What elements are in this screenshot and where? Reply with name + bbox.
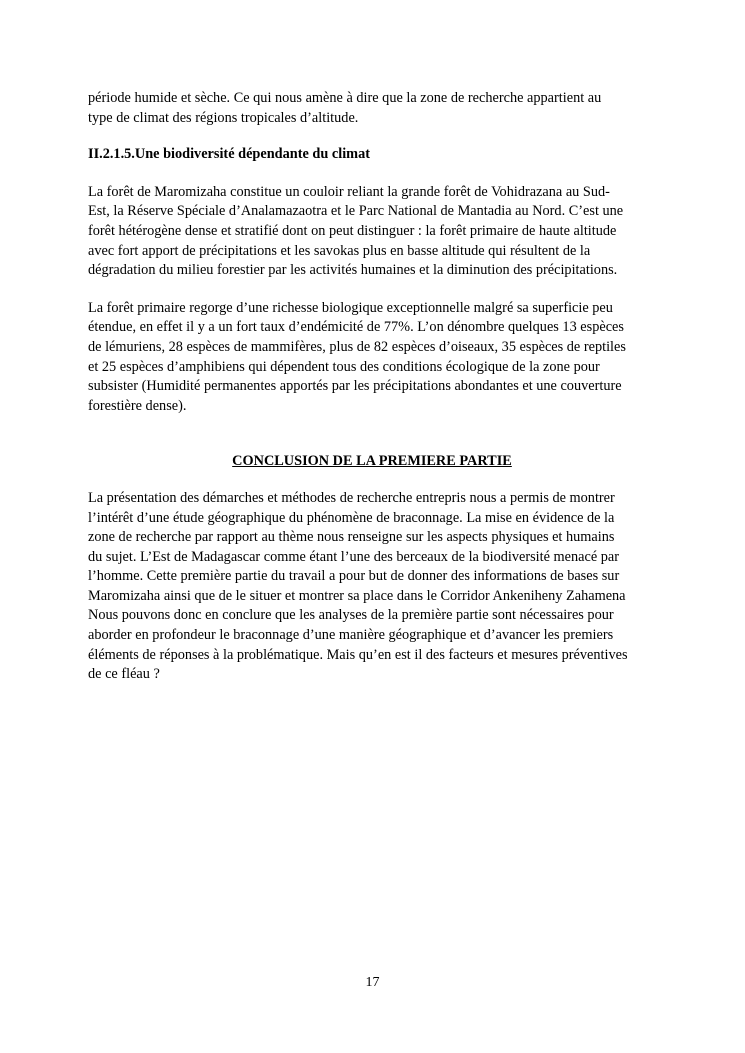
text-line: La présentation des démarches et méthodes de recherche entrepris nous a permis de montrer [88, 489, 615, 506]
text-line: type de climat des régions tropicales d’altitude. [88, 109, 359, 126]
text-line: période humide et sèche. Ce qui nous amène à dire que la zone de recherche appartient au [88, 90, 602, 106]
section-heading: II.2.1.5.Une biodiversité dépendante du climat [88, 146, 370, 163]
text-line: l’intérêt d’une étude géographique du phénomène de braconnage. La mise en évidence de la [88, 509, 615, 526]
text-line: La forêt de Maromizaha constitue un couloir reliant la grande forêt de Vohidrazana au Sud- [88, 183, 610, 200]
text-line: avec fort apport de précipitations et les savokas plus en basse altitude qui résultent de la [88, 242, 591, 259]
text-line: et 25 espèces d’amphibiens qui dépendent tous des conditions écologique de la zone pour [88, 358, 600, 375]
text-line: Est, la Réserve Spéciale d’Analamazaotra et le Parc National de Mantadia au Nord. C’est une [88, 203, 624, 220]
text-line: forestière dense). [88, 397, 187, 414]
text-line: de ce fléau ? [88, 666, 160, 683]
text-line: dégradation du milieu forestier par les activités humaines et la diminution des précipitations. [88, 262, 618, 279]
text-line: l’homme. Cette première partie du travail a pour but de donner des informations de bases sur [88, 568, 620, 585]
text-line: La forêt primaire regorge d’une richesse biologique exceptionnelle malgré sa superficie peu [88, 299, 613, 316]
paragraph-climate-end [88, 89, 656, 128]
text-line: forêt hétérogène dense et stratifié dont on peut distinguer : la forêt primaire de haute altitude [88, 222, 617, 239]
page-number: 17 [365, 975, 380, 990]
text-line: du sujet. L’Est de Madagascar comme étant l’une des berceaux de la biodiversité menacé par [88, 548, 620, 565]
paragraph-biodiversity [88, 299, 656, 417]
text-line: de lémuriens, 28 espèces de mammifères, plus de 82 espèces d’oiseaux, 35 espèces de reptiles [88, 338, 626, 355]
text-line: zone de recherche par rapport au thème nous renseigne sur les aspects physiques et humains [88, 529, 615, 546]
text-line: éléments de réponses à la problématique. Mais qu’en est il des facteurs et mesures préventives [88, 646, 628, 663]
paragraph-maromizaha-forest [88, 183, 656, 281]
document-page [88, 89, 656, 685]
text-line: Nous pouvons donc en conclure que les analyses de la première partie sont nécessaires pour [88, 607, 614, 624]
text-line: aborder en profondeur le braconnage d’une manière géographique et d’avancer les premiers [88, 627, 614, 644]
conclusion-title: CONCLUSION DE LA PREMIERE PARTIE [232, 453, 512, 470]
text-line: subsister (Humidité permanentes apportés par les précipitations abondantes et une couverture [88, 378, 622, 395]
text-line: Maromizaha ainsi que de le situer et montrer sa place dans le Corridor Ankeniheny Zahamena [88, 587, 626, 604]
paragraph-conclusion [88, 489, 656, 685]
text-line: étendue, en effet il y a un fort taux d’endémicité de 77%. L’on dénombre quelques 13 espèces [88, 319, 624, 336]
